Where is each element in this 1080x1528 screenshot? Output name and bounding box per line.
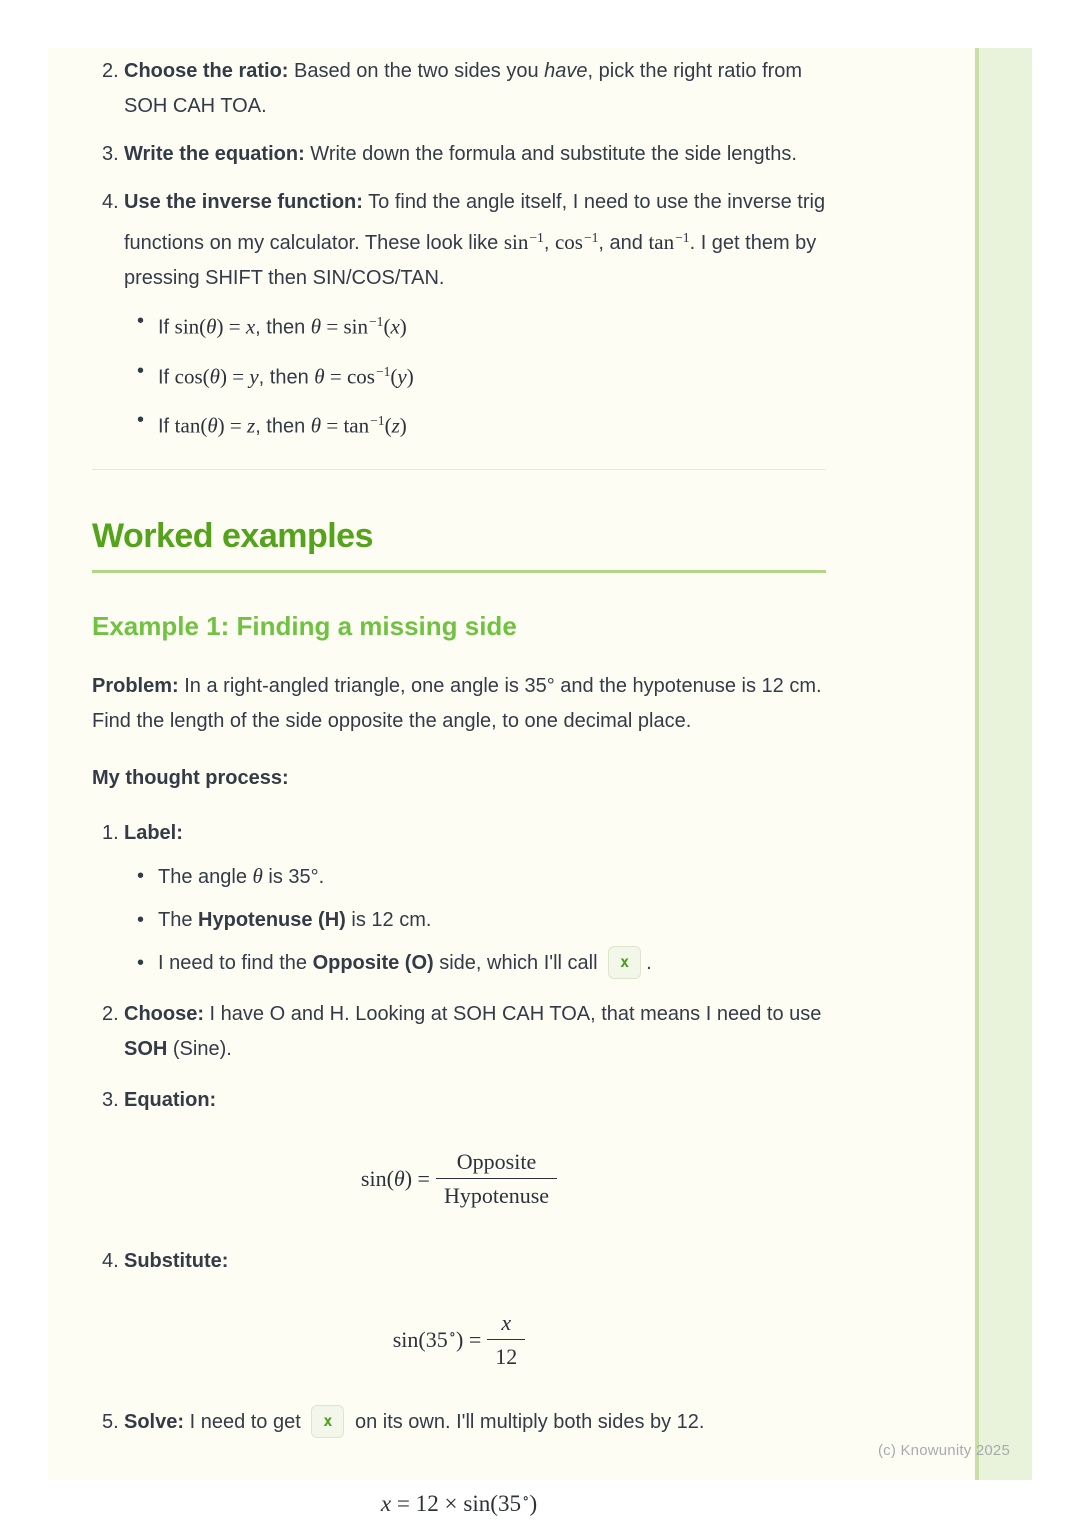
list-item <box>92 1405 826 1440</box>
bullet-dot-icon <box>137 403 158 444</box>
bullet-text: The Hypotenuse (H) is 12 cm. <box>158 908 432 931</box>
page-edge-stripe <box>975 48 1032 1480</box>
list-text-runs: Use the inverse function: To find the angle itself, I need to use the inverse trig functions on my calculator. These look like $\sin^{-1}$, $\cos^{-1}$, and $\tan^{-1}$. I get them by pressing SHIFT then SIN/COS/TAN. <box>124 191 826 290</box>
bullet-list <box>124 304 826 444</box>
list-text: Substitute: <box>124 1249 229 1272</box>
bullet-text: The angle θ is 35°. <box>158 863 325 888</box>
fraction <box>487 1309 525 1371</box>
list-number: 1. <box>102 821 119 844</box>
section-heading: Worked examples <box>92 516 826 573</box>
list-text <box>124 185 826 445</box>
bullet-dot-icon <box>137 946 158 981</box>
formula-sine-ratio <box>92 1148 826 1210</box>
bullet-item <box>124 403 826 444</box>
list-item <box>92 1083 826 1118</box>
bullet-dot-icon <box>137 304 158 345</box>
bullet-dot-icon <box>137 903 158 938</box>
problem-paragraph: Problem: In a right-angled triangle, one angle is 35° and the hypotenuse is 12 cm. Find the length of the side opposite the angle, to one decimal place. <box>92 674 822 732</box>
fraction-denominator: Hypotenuse <box>443 1183 550 1209</box>
list-number: 4. <box>102 1249 119 1272</box>
bullet-item <box>124 304 826 345</box>
list-text: Solve: I need to get x on its own. I'll multiply both sides by 12. <box>124 1405 826 1440</box>
bullet-item <box>124 859 826 895</box>
example-heading: Example 1: Finding a missing side <box>92 610 517 641</box>
list-number: 4. <box>102 191 119 213</box>
list-text <box>124 816 826 981</box>
fraction-denominator: 12 <box>495 1344 518 1370</box>
list-item <box>92 816 826 981</box>
formula-lhs: sin(θ) = <box>360 1166 430 1192</box>
list-item <box>92 54 826 124</box>
list-text: Choose the ratio: Based on the two sides you have, pick the right ratio from SOH CAH TOA. <box>124 60 803 117</box>
fraction-numerator: x <box>487 1309 525 1341</box>
list-item <box>92 1244 826 1279</box>
list-number: 3. <box>102 1088 119 1111</box>
list-text: Equation: <box>124 1088 217 1111</box>
steps-list <box>92 816 826 1521</box>
bullet-text: If sin(θ) = x, then $\theta = \sin^{-1}(x)$ <box>158 314 407 339</box>
bullet-item <box>124 946 826 981</box>
list-item <box>92 997 826 1067</box>
fraction-numerator: Opposite <box>436 1148 557 1180</box>
list-item <box>92 185 826 445</box>
section-divider <box>92 469 826 470</box>
thought-process-label: My thought process: <box>92 766 289 789</box>
copyright-watermark: (c) Knowunity 2025 <box>877 1442 1010 1459</box>
formula-lhs: sin(35∘) = <box>392 1327 482 1353</box>
list-number: 2. <box>102 60 119 82</box>
formula-substitution <box>92 1309 826 1371</box>
list-number: 5. <box>102 1410 119 1433</box>
bullet-item <box>124 903 826 938</box>
list-text: Write the equation: Write down the formula and substitute the side lengths. <box>124 143 797 165</box>
list-text: Choose: I have O and H. Looking at SOH CAH TOA, that means I need to use SOH (Sine). <box>124 1002 822 1060</box>
page-content <box>92 54 826 1521</box>
list-number: 2. <box>102 1002 119 1025</box>
bullet-list <box>124 859 826 981</box>
bullet-text: If cos(θ) = y, then $\theta = \cos^{-1}(y)$ <box>158 363 414 389</box>
document-page <box>48 48 1032 1517</box>
fraction <box>436 1148 557 1210</box>
list-number: 3. <box>102 143 119 165</box>
list-text-runs: Label: <box>124 821 183 844</box>
formula-solve: x = 12 × sin(35∘) <box>380 1490 538 1517</box>
bullet-item <box>124 354 826 395</box>
bullet-dot-icon <box>137 859 158 895</box>
bullet-text: I need to find the Opposite (O) side, which I'll call x . <box>158 946 826 981</box>
list-item <box>92 137 826 172</box>
bullet-dot-icon <box>137 354 158 395</box>
bullet-text: If tan(θ) = z, then $\theta = \tan^{-1}(z)$ <box>158 413 407 438</box>
